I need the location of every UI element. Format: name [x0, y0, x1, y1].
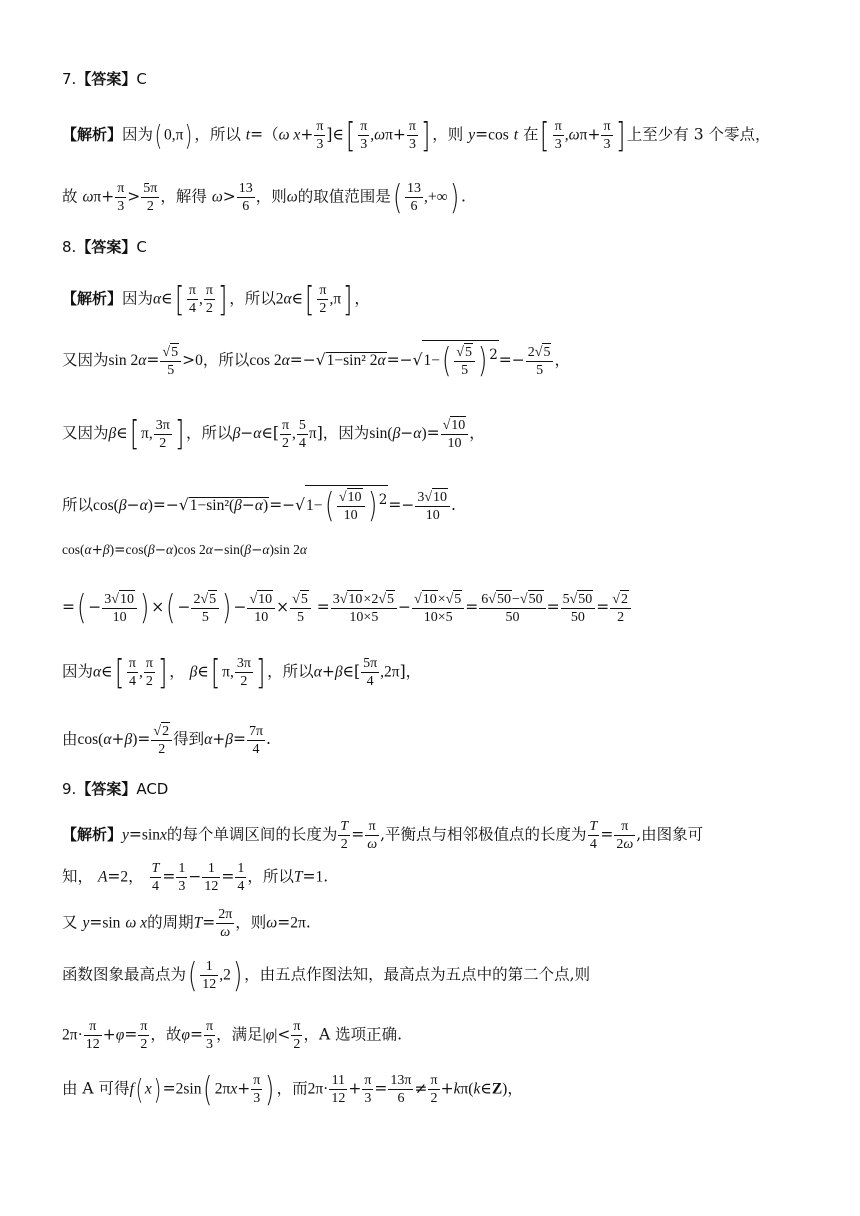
q8-line3: 又因为β∈[ π, $\frac{3\pi}{2}$ ] ，所以β−α∈[ $\frac{\pi}{2}$ , $\frac{5}{4}$ π]，因为sin(β−α)= $\frac{√10}{10}$ ， [62, 414, 485, 454]
q9-line3: 又 y=sin ω x的周期T= $\frac{2\pi}{\omega}$ ，则ω=2π. [62, 907, 311, 940]
q7-line1: 【解析】因为( 0,π) ，所以 t=（ω x+ $\frac{\pi}{3}$ ]∈[ $\frac{\pi}{3}$ ,ωπ+ $\frac{\pi}{3}$ ] ，则 y=cos t 在[ $\frac{\pi}{3}$ ,ωπ+ $\frac{\pi}{3}$ ] 上至少有 3 个零点， [62, 115, 771, 156]
q8-line4: 所以cos(β−α)=−√1−sin²(β−α)=−√1−( $\frac{√10}{10}$ ) $^2$=− $\frac{3√10}{10}$ . [62, 486, 456, 526]
q8-line6: =( − $\frac{3√10}{10}$ ) ×( − $\frac{2√5}{5}$ ) − $\frac{√10}{10}$ × $\frac{√5}{5}$ = $\frac{3√10\times 2√5}{10\times 5}$ − $\frac{√10\times√5}{10\times 5}$ = $\frac{6√50-√50}{50}$ = $\frac{5√50}{50}$ = $\frac{√2}{2}$ [62, 590, 632, 626]
q8-line1: 【解析】因为α∈[ $\frac{\pi}{4}$ , $\frac{\pi}{2}$ ] ，所以2α∈[ $\frac{\pi}{2}$ ,π] ， [62, 279, 370, 320]
q9-line6: 由 A 可得f( x) =2sin( 2πx+ $\frac{\pi}{3}$ ) ，而2π· $\frac{11}{12}$ + $\frac{\pi}{3}$ = $\frac{13\pi}{6}$ ≠ $\frac{\pi}{2}$ +kπ(k∈Z)， [62, 1069, 523, 1110]
q8-line7: 因为α∈[ $\frac{\pi}{4}$ , $\frac{\pi}{2}$ ] ， β∈[ π, $\frac{3\pi}{2}$ ] ，所以α+β∈[ $\frac{5\pi}{4}$ ,2π]， [62, 652, 422, 693]
q8-line2: 又因为sin 2α= $\frac{√5}{5}$ >0，所以cos 2α=−√1−sin² 2α=−√1−( $\frac{√5}{5}$ ) $^2$=− $\frac{2√5}{5}$ ， [62, 341, 570, 381]
q9-line1: 【解析】y=sinx的每个单调区间的长度为 $\frac{T}{2}$ = $\frac{\pi}{\omega}$ ,平衡点与相邻极值点的长度为 $\frac{T}{4}$ = $\frac{\pi}{2\omega}$ ,由图象可 [62, 819, 704, 852]
q7-line2: 故 ωπ+ $\frac{\pi}{3}$ > $\frac{5\pi}{2}$ ，解得 ω> $\frac{13}{6}$ ，则ω的取值范围是( $\frac{13}{6}$ ,+∞) . [62, 177, 466, 218]
q9-line2: 知， A=2， $\frac{T}{4}$ = $\frac{1}{3}$ − $\frac{1}{12}$ = $\frac{1}{4}$ ，所以T=1. [62, 861, 329, 894]
q8-line8: 由cos(α+β)= $\frac{√2}{2}$ 得到α+β= $\frac{7\pi}{4}$ . [62, 723, 271, 757]
q8-title: 8.【答案】C [62, 238, 147, 256]
q9-line5: 2π· $\frac{\pi}{12}$ +φ= $\frac{\pi}{2}$ ，故φ= $\frac{\pi}{3}$ ，满足|φ|< $\frac{\pi}{2}$ ，A 选项正确. [62, 1019, 403, 1052]
q8-line5: cos(α+β)=cos(β−α)cos 2α−sin(β−α)sin 2α [62, 542, 307, 558]
q9-title: 9.【答案】ACD [62, 780, 169, 798]
q7-title: 7.【答案】C [62, 70, 147, 88]
q9-line4: 函数图象最高点为( $\frac{1}{12}$ ,2) ，由五点作图法知，最高点为五点中的第二个点,则 [62, 955, 591, 996]
